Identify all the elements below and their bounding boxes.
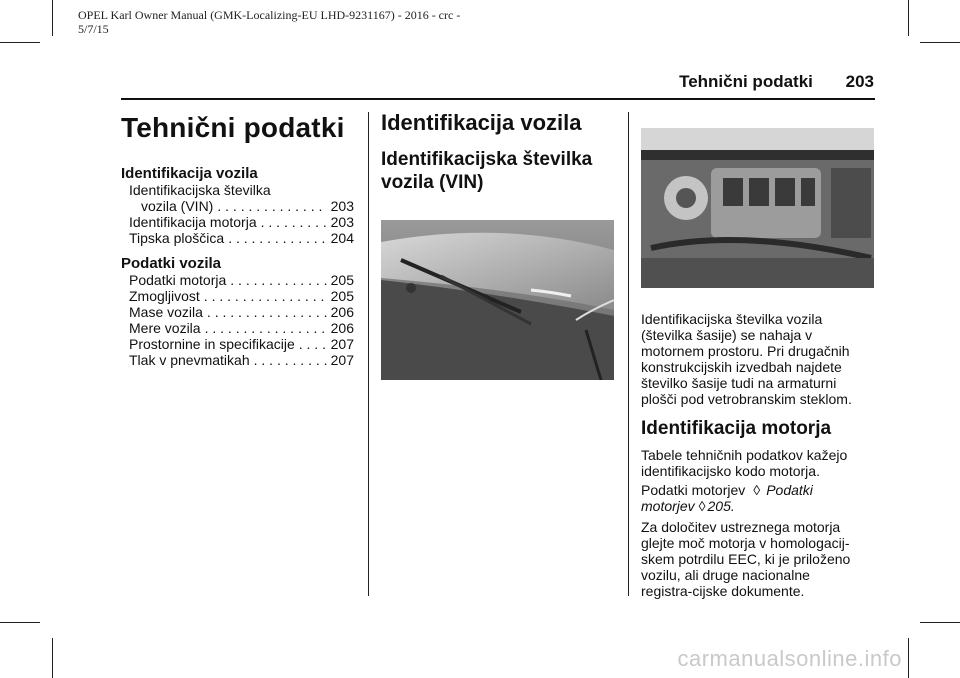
print-header — [78, 8, 460, 36]
toc-leader-dots — [299, 336, 327, 352]
toc-entry-page: 206 — [330, 304, 354, 320]
engine-photo-icon — [641, 128, 874, 288]
crop-mark — [0, 42, 40, 43]
vin-location-paragraph: Identifikacijska številka vozila (številka šasije) se nahaja v motornem prostoru. Pri drugačnih konstrukcijskih izvedbah najdete številko šasije tudi na armaturni plošči pod vetrobranskim steklom. — [641, 311, 852, 407]
engine-id-paragraph: Tabele tehničnih podatkov kažejo identifikacijsko kodo motorja. — [641, 447, 848, 479]
toc-entry-label: Tlak v pnevmatikah — [129, 352, 250, 368]
windshield-photo-icon — [381, 220, 614, 380]
toc-entry-label: Identifikacija motorja — [129, 214, 257, 230]
toc-entry-vehicle-dimensions[interactable] — [121, 320, 354, 336]
toc-entry-label: Podatki motorja — [129, 272, 227, 288]
page-number: 203 — [845, 72, 874, 91]
toc-entry-label: Mase vozila — [129, 304, 203, 320]
column-divider — [368, 112, 369, 596]
toc-section-title: Podatki vozila — [121, 255, 222, 272]
toc-entry-engine-id[interactable] — [121, 214, 354, 230]
toc-leader-dots — [230, 272, 326, 288]
toc-entry-vehicle-weight[interactable] — [121, 304, 354, 320]
toc-entry-page: 204 — [330, 230, 354, 246]
toc-entry-page: 203 — [330, 214, 354, 230]
toc-entry-page: 206 — [330, 320, 354, 336]
toc-entry-page: 203 — [330, 198, 354, 214]
column-divider — [628, 112, 629, 596]
crop-mark — [920, 622, 960, 623]
section-heading-vehicle-id: Identifikacija vozila — [381, 110, 582, 135]
reference-page[interactable]: 205. — [707, 498, 735, 514]
toc-entry-label: vozila (VIN) — [141, 198, 214, 214]
running-header — [679, 72, 874, 92]
toc-section-vehicle-id — [121, 166, 354, 246]
running-header-title: Tehnični podatki — [679, 72, 813, 91]
crop-mark — [920, 42, 960, 43]
engine-data-reference — [641, 482, 869, 514]
toc-entry-label: Mere vozila — [129, 320, 201, 336]
toc-entry-vin[interactable] — [121, 182, 354, 214]
toc-section-title: Identifikacija vozila — [121, 165, 258, 182]
toc-leader-dots — [217, 198, 326, 214]
toc-leader-dots — [254, 352, 327, 368]
homologation-paragraph: Za določitev ustreznega motorja glejte moč motorja v homologacij-skem potrdilu EEC, ki je priloženo vozilu, ali druge nacionalne registra-cijske dokumente. — [641, 519, 851, 599]
toc-entry-tyre-pressure[interactable] — [121, 352, 354, 368]
toc-leader-dots — [204, 288, 327, 304]
toc-entry-capacities[interactable] — [121, 336, 354, 352]
toc-leader-dots — [207, 304, 327, 320]
toc-entry-page: 207 — [330, 336, 354, 352]
crop-mark — [0, 622, 40, 623]
table-of-contents — [121, 166, 354, 368]
chapter-title: Tehnični podatki — [121, 112, 345, 143]
toc-entry-type-plate[interactable] — [121, 230, 354, 246]
watermark: carmanualsonline.info — [677, 646, 902, 671]
toc-entry-page: 207 — [330, 352, 354, 368]
toc-leader-dots — [205, 320, 327, 336]
subheading-engine-id: Identifikacija motorja — [641, 418, 832, 439]
toc-entry-label: Identifikacijska številka — [129, 182, 271, 198]
toc-entry-performance[interactable] — [121, 288, 354, 304]
print-header-line-1: OPEL Karl Owner Manual (GMK-Localizing-EU LHD-9231167) - 2016 - crc - — [78, 8, 461, 22]
crop-mark — [908, 0, 909, 36]
crop-mark — [52, 638, 53, 678]
print-header-line-2: 5/7/15 — [78, 22, 109, 36]
reference-link[interactable]: Podatki motorjev — [641, 482, 813, 514]
header-rule — [121, 98, 875, 100]
toc-leader-dots — [261, 214, 327, 230]
engine-bay-illustration — [641, 128, 874, 288]
toc-entry-label: Tipska ploščica — [129, 230, 225, 246]
vin-location-illustration — [381, 220, 614, 380]
page-reference-arrow-icon: ◊ — [698, 498, 706, 514]
toc-entry-engine-data[interactable] — [121, 272, 354, 288]
crop-mark — [908, 638, 909, 678]
toc-entry-label: Prostornine in specifikacije — [129, 336, 295, 352]
subheading-vin: Identifikacijska številka vozila (VIN) — [381, 149, 593, 193]
reference-arrow-icon: ◊ — [753, 482, 761, 498]
crop-mark — [52, 0, 53, 36]
toc-entry-label: Zmogljivost — [129, 288, 200, 304]
toc-entry-page: 205 — [330, 288, 354, 304]
toc-section-vehicle-data — [121, 256, 354, 368]
toc-entry-page: 205 — [330, 272, 354, 288]
toc-leader-dots — [228, 230, 326, 246]
reference-prefix: Podatki motorjev — [641, 482, 746, 498]
